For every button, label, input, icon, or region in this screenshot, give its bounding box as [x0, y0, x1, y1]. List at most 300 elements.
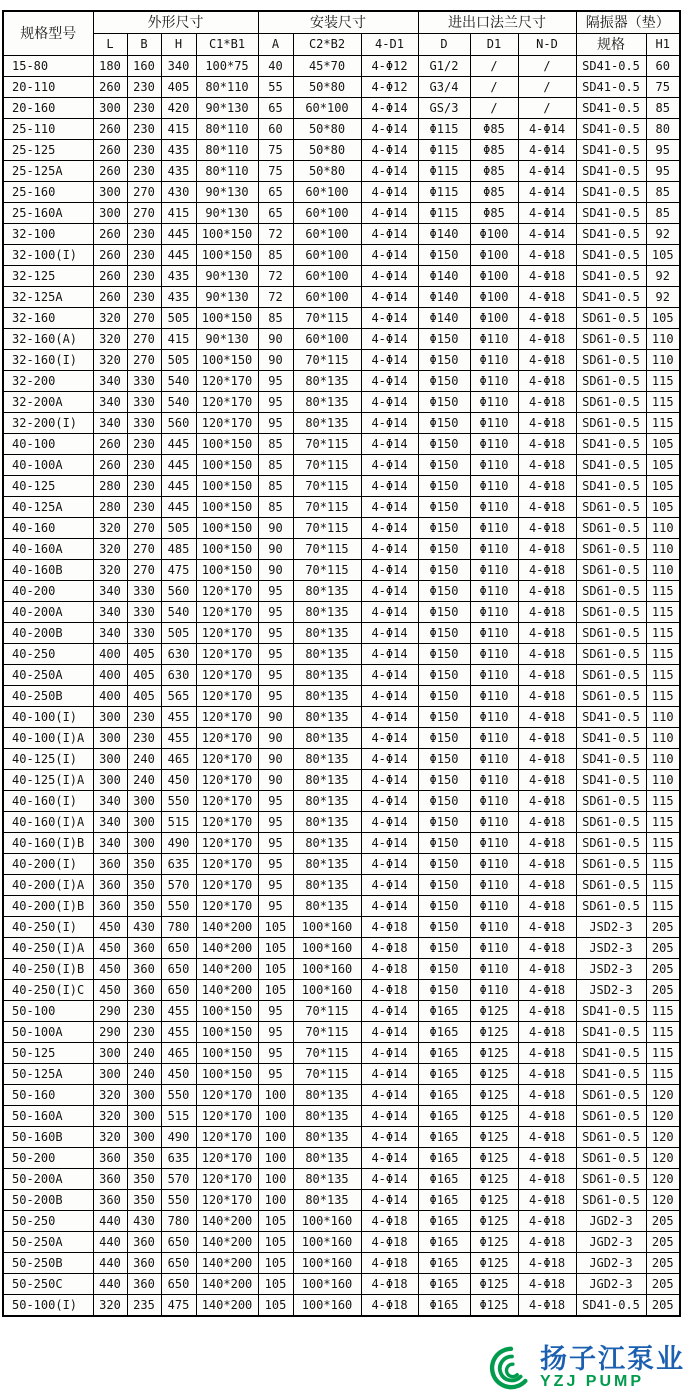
cell-flange-d1: Φ100 — [470, 224, 518, 245]
cell-dim-h: 650 — [161, 959, 196, 980]
cell-dim-h: 455 — [161, 1001, 196, 1022]
cell-dim-h: 505 — [161, 518, 196, 539]
cell-isolator-h1: 120 — [646, 1190, 680, 1211]
table-row — [3, 875, 680, 896]
cell-flange-d: Φ165 — [418, 1211, 470, 1232]
cell-mount-4d1: 4-Φ14 — [361, 266, 418, 287]
cell-flange-d: Φ165 — [418, 1022, 470, 1043]
cell-flange-d1: Φ110 — [470, 644, 518, 665]
table-row — [3, 1148, 680, 1169]
cell-dim-b: 350 — [127, 875, 161, 896]
cell-mount-4d1: 4-Φ14 — [361, 749, 418, 770]
cell-isolator-spec: SD41-0.5 — [576, 770, 646, 791]
cell-dim-h: 445 — [161, 497, 196, 518]
cell-isolator-h1: 85 — [646, 182, 680, 203]
cell-mount-c2b2: 80*135 — [293, 812, 361, 833]
cell-dim-c1b1: 120*170 — [196, 644, 258, 665]
cell-dim-l: 320 — [93, 329, 127, 350]
cell-flange-nd: 4-Φ18 — [518, 980, 576, 1001]
cell-dim-b: 230 — [127, 728, 161, 749]
table-row — [3, 287, 680, 308]
cell-dim-l: 300 — [93, 707, 127, 728]
cell-dim-l: 440 — [93, 1253, 127, 1274]
cell-isolator-spec: SD41-0.5 — [576, 119, 646, 140]
cell-dim-c1b1: 100*75 — [196, 56, 258, 77]
cell-isolator-h1: 60 — [646, 56, 680, 77]
cell-dim-h: 630 — [161, 665, 196, 686]
cell-isolator-spec: SD61-0.5 — [576, 392, 646, 413]
cell-mount-a: 55 — [258, 77, 293, 98]
cell-isolator-spec: JSD2-3 — [576, 980, 646, 1001]
cell-flange-nd: 4-Φ18 — [518, 1127, 576, 1148]
cell-mount-c2b2: 80*135 — [293, 854, 361, 875]
cell-dim-h: 340 — [161, 56, 196, 77]
cell-mount-a: 65 — [258, 182, 293, 203]
cell-flange-nd: 4-Φ18 — [518, 581, 576, 602]
cell-dim-b: 300 — [127, 1085, 161, 1106]
cell-flange-nd: 4-Φ18 — [518, 1295, 576, 1317]
cell-dim-l: 280 — [93, 476, 127, 497]
cell-dim-h: 515 — [161, 812, 196, 833]
cell-isolator-spec: SD61-0.5 — [576, 413, 646, 434]
cell-dim-b: 230 — [127, 434, 161, 455]
table-row — [3, 1253, 680, 1274]
cell-dim-c1b1: 100*150 — [196, 476, 258, 497]
cell-isolator-h1: 115 — [646, 1064, 680, 1085]
cell-model: 40-250(I)B — [3, 959, 93, 980]
cell-model: 50-250A — [3, 1232, 93, 1253]
cell-dim-c1b1: 120*170 — [196, 728, 258, 749]
cell-dim-b: 350 — [127, 1148, 161, 1169]
cell-mount-a: 90 — [258, 728, 293, 749]
cell-model: 40-100A — [3, 455, 93, 476]
cell-dim-c1b1: 120*170 — [196, 1190, 258, 1211]
cell-mount-a: 100 — [258, 1106, 293, 1127]
cell-mount-c2b2: 80*135 — [293, 728, 361, 749]
cell-dim-c1b1: 120*170 — [196, 1169, 258, 1190]
cell-mount-a: 105 — [258, 980, 293, 1001]
cell-mount-c2b2: 50*80 — [293, 119, 361, 140]
cell-model: 50-160 — [3, 1085, 93, 1106]
cell-mount-a: 95 — [258, 854, 293, 875]
cell-dim-c1b1: 140*200 — [196, 917, 258, 938]
cell-mount-c2b2: 80*135 — [293, 1190, 361, 1211]
cell-flange-d: Φ150 — [418, 917, 470, 938]
cell-dim-h: 635 — [161, 854, 196, 875]
cell-flange-d1: Φ110 — [470, 476, 518, 497]
cell-dim-l: 340 — [93, 413, 127, 434]
cell-mount-4d1: 4-Φ14 — [361, 434, 418, 455]
cell-model: 40-200(I)A — [3, 875, 93, 896]
cell-isolator-spec: JGD2-3 — [576, 1211, 646, 1232]
cell-flange-d1: Φ125 — [470, 1232, 518, 1253]
cell-isolator-spec: SD61-0.5 — [576, 308, 646, 329]
cell-flange-d: Φ115 — [418, 182, 470, 203]
cell-flange-nd: 4-Φ18 — [518, 749, 576, 770]
cell-model: 40-200(I) — [3, 854, 93, 875]
cell-flange-d1: Φ100 — [470, 266, 518, 287]
cell-dim-b: 330 — [127, 392, 161, 413]
cell-model: 50-200 — [3, 1148, 93, 1169]
cell-dim-h: 780 — [161, 1211, 196, 1232]
cell-mount-a: 95 — [258, 1064, 293, 1085]
header-col-h1: H1 — [646, 34, 680, 56]
cell-flange-d: Φ115 — [418, 140, 470, 161]
cell-dim-h: 560 — [161, 413, 196, 434]
cell-model: 50-100(I) — [3, 1295, 93, 1317]
cell-mount-4d1: 4-Φ14 — [361, 1190, 418, 1211]
cell-flange-d: Φ140 — [418, 266, 470, 287]
cell-mount-a: 72 — [258, 266, 293, 287]
cell-dim-b: 360 — [127, 980, 161, 1001]
cell-dim-l: 340 — [93, 371, 127, 392]
cell-mount-4d1: 4-Φ14 — [361, 329, 418, 350]
table-row — [3, 455, 680, 476]
cell-isolator-spec: SD61-0.5 — [576, 896, 646, 917]
cell-dim-h: 505 — [161, 308, 196, 329]
cell-flange-d: Φ150 — [418, 539, 470, 560]
cell-flange-d1: Φ85 — [470, 182, 518, 203]
cell-dim-b: 230 — [127, 1022, 161, 1043]
cell-flange-d: Φ150 — [418, 392, 470, 413]
table-row — [3, 581, 680, 602]
cell-dim-l: 400 — [93, 644, 127, 665]
cell-flange-d1: Φ110 — [470, 413, 518, 434]
cell-flange-d: Φ165 — [418, 1043, 470, 1064]
cell-mount-c2b2: 60*100 — [293, 266, 361, 287]
table-row — [3, 56, 680, 77]
cell-flange-d: Φ165 — [418, 1274, 470, 1295]
cell-model: 40-160(I)A — [3, 812, 93, 833]
cell-mount-c2b2: 100*160 — [293, 1232, 361, 1253]
table-row — [3, 518, 680, 539]
cell-flange-d: Φ150 — [418, 686, 470, 707]
cell-model: 40-250(I) — [3, 917, 93, 938]
cell-dim-b: 270 — [127, 350, 161, 371]
cell-mount-a: 105 — [258, 1295, 293, 1317]
logo-english-name: YZJ PUMP — [540, 1373, 645, 1390]
cell-dim-c1b1: 120*170 — [196, 875, 258, 896]
cell-flange-nd: 4-Φ14 — [518, 161, 576, 182]
cell-dim-b: 330 — [127, 581, 161, 602]
cell-mount-a: 85 — [258, 455, 293, 476]
cell-mount-c2b2: 50*80 — [293, 140, 361, 161]
cell-flange-nd: 4-Φ18 — [518, 707, 576, 728]
cell-flange-nd: 4-Φ18 — [518, 917, 576, 938]
cell-dim-l: 400 — [93, 686, 127, 707]
header-group-flange: 进出口法兰尺寸 — [418, 11, 576, 34]
cell-mount-4d1: 4-Φ14 — [361, 119, 418, 140]
cell-dim-l: 450 — [93, 938, 127, 959]
cell-model: 32-100(I) — [3, 245, 93, 266]
table-row — [3, 203, 680, 224]
cell-dim-l: 290 — [93, 1022, 127, 1043]
cell-flange-d: Φ150 — [418, 371, 470, 392]
cell-flange-d1: Φ100 — [470, 308, 518, 329]
cell-flange-d1: Φ125 — [470, 1085, 518, 1106]
cell-flange-d1: Φ125 — [470, 1148, 518, 1169]
cell-dim-l: 300 — [93, 1043, 127, 1064]
cell-flange-d1: Φ110 — [470, 833, 518, 854]
cell-flange-d1: Φ125 — [470, 1211, 518, 1232]
cell-dim-b: 430 — [127, 1211, 161, 1232]
cell-dim-b: 330 — [127, 371, 161, 392]
cell-dim-c1b1: 80*110 — [196, 140, 258, 161]
cell-isolator-spec: SD61-0.5 — [576, 1169, 646, 1190]
cell-dim-h: 650 — [161, 1253, 196, 1274]
table-row — [3, 1295, 680, 1317]
cell-mount-c2b2: 70*115 — [293, 1001, 361, 1022]
cell-mount-a: 90 — [258, 539, 293, 560]
cell-mount-4d1: 4-Φ18 — [361, 917, 418, 938]
cell-isolator-spec: SD61-0.5 — [576, 329, 646, 350]
cell-dim-l: 340 — [93, 833, 127, 854]
cell-mount-c2b2: 80*135 — [293, 833, 361, 854]
cell-dim-b: 230 — [127, 245, 161, 266]
table-row — [3, 896, 680, 917]
cell-flange-d1: Φ125 — [470, 1169, 518, 1190]
cell-dim-h: 780 — [161, 917, 196, 938]
cell-isolator-h1: 205 — [646, 959, 680, 980]
cell-isolator-h1: 115 — [646, 644, 680, 665]
cell-isolator-h1: 110 — [646, 518, 680, 539]
cell-flange-nd: 4-Φ18 — [518, 1211, 576, 1232]
cell-mount-4d1: 4-Φ14 — [361, 161, 418, 182]
cell-isolator-h1: 105 — [646, 455, 680, 476]
cell-mount-c2b2: 80*135 — [293, 1169, 361, 1190]
cell-flange-d: Φ150 — [418, 518, 470, 539]
cell-dim-b: 430 — [127, 917, 161, 938]
cell-dim-h: 650 — [161, 1232, 196, 1253]
cell-dim-b: 300 — [127, 1127, 161, 1148]
cell-dim-b: 270 — [127, 203, 161, 224]
cell-flange-nd: 4-Φ18 — [518, 308, 576, 329]
cell-mount-c2b2: 100*160 — [293, 980, 361, 1001]
cell-dim-b: 300 — [127, 833, 161, 854]
cell-mount-a: 95 — [258, 602, 293, 623]
table-row — [3, 1085, 680, 1106]
cell-flange-nd: 4-Φ18 — [518, 1169, 576, 1190]
cell-mount-a: 85 — [258, 308, 293, 329]
cell-isolator-spec: SD41-0.5 — [576, 203, 646, 224]
cell-mount-a: 95 — [258, 665, 293, 686]
cell-isolator-spec: SD41-0.5 — [576, 266, 646, 287]
cell-mount-a: 100 — [258, 1169, 293, 1190]
table-row — [3, 665, 680, 686]
cell-mount-4d1: 4-Φ18 — [361, 938, 418, 959]
cell-dim-h: 475 — [161, 560, 196, 581]
table-row — [3, 1232, 680, 1253]
cell-dim-b: 270 — [127, 308, 161, 329]
cell-isolator-spec: JGD2-3 — [576, 1253, 646, 1274]
cell-flange-d1: Φ110 — [470, 980, 518, 1001]
cell-dim-b: 240 — [127, 1064, 161, 1085]
cell-mount-4d1: 4-Φ14 — [361, 455, 418, 476]
cell-dim-l: 260 — [93, 224, 127, 245]
cell-dim-l: 360 — [93, 854, 127, 875]
cell-isolator-spec: SD41-0.5 — [576, 476, 646, 497]
cell-isolator-spec: SD61-0.5 — [576, 518, 646, 539]
cell-mount-c2b2: 50*80 — [293, 77, 361, 98]
cell-mount-c2b2: 80*135 — [293, 1127, 361, 1148]
cell-dim-h: 435 — [161, 266, 196, 287]
cell-flange-d1: Φ110 — [470, 434, 518, 455]
cell-mount-c2b2: 80*135 — [293, 602, 361, 623]
cell-model: 40-250(I)A — [3, 938, 93, 959]
cell-model: 40-125(I)A — [3, 770, 93, 791]
cell-mount-c2b2: 60*100 — [293, 287, 361, 308]
cell-dim-l: 300 — [93, 770, 127, 791]
cell-flange-d1: / — [470, 77, 518, 98]
cell-flange-d: Φ150 — [418, 350, 470, 371]
cell-dim-l: 340 — [93, 623, 127, 644]
cell-dim-c1b1: 120*170 — [196, 1106, 258, 1127]
cell-flange-d: Φ150 — [418, 959, 470, 980]
cell-dim-l: 260 — [93, 266, 127, 287]
cell-isolator-h1: 110 — [646, 707, 680, 728]
cell-dim-h: 445 — [161, 224, 196, 245]
cell-model: 32-200 — [3, 371, 93, 392]
cell-dim-b: 300 — [127, 1106, 161, 1127]
cell-mount-4d1: 4-Φ14 — [361, 770, 418, 791]
cell-model: 32-200A — [3, 392, 93, 413]
cell-mount-c2b2: 80*135 — [293, 644, 361, 665]
cell-dim-l: 320 — [93, 560, 127, 581]
cell-dim-b: 240 — [127, 749, 161, 770]
header-group-isolator: 隔振器（垫） — [576, 11, 680, 34]
cell-flange-nd: 4-Φ18 — [518, 1043, 576, 1064]
cell-mount-a: 105 — [258, 1274, 293, 1295]
cell-isolator-spec: SD61-0.5 — [576, 686, 646, 707]
cell-dim-h: 570 — [161, 875, 196, 896]
cell-mount-4d1: 4-Φ18 — [361, 1253, 418, 1274]
cell-dim-h: 490 — [161, 833, 196, 854]
cell-flange-d: Φ140 — [418, 287, 470, 308]
cell-flange-nd: 4-Φ18 — [518, 728, 576, 749]
cell-dim-b: 240 — [127, 1043, 161, 1064]
cell-dim-c1b1: 140*200 — [196, 1232, 258, 1253]
cell-flange-nd: 4-Φ14 — [518, 182, 576, 203]
cell-dim-b: 235 — [127, 1295, 161, 1317]
table-row — [3, 119, 680, 140]
cell-mount-a: 105 — [258, 1232, 293, 1253]
cell-isolator-spec: SD61-0.5 — [576, 602, 646, 623]
cell-dim-l: 260 — [93, 119, 127, 140]
cell-isolator-h1: 205 — [646, 938, 680, 959]
cell-dim-c1b1: 120*170 — [196, 812, 258, 833]
cell-flange-nd: 4-Φ18 — [518, 791, 576, 812]
cell-flange-d: Φ115 — [418, 119, 470, 140]
cell-mount-a: 90 — [258, 329, 293, 350]
cell-flange-nd: 4-Φ18 — [518, 896, 576, 917]
table-row — [3, 602, 680, 623]
cell-dim-l: 320 — [93, 1106, 127, 1127]
cell-dim-c1b1: 100*150 — [196, 224, 258, 245]
cell-mount-c2b2: 100*160 — [293, 917, 361, 938]
table-row — [3, 1169, 680, 1190]
table-row — [3, 476, 680, 497]
cell-mount-c2b2: 70*115 — [293, 560, 361, 581]
cell-dim-c1b1: 100*150 — [196, 1043, 258, 1064]
cell-dim-b: 270 — [127, 182, 161, 203]
cell-dim-c1b1: 140*200 — [196, 959, 258, 980]
cell-mount-c2b2: 70*115 — [293, 476, 361, 497]
cell-dim-l: 360 — [93, 1169, 127, 1190]
cell-dim-c1b1: 90*130 — [196, 182, 258, 203]
cell-flange-nd: 4-Φ18 — [518, 770, 576, 791]
cell-isolator-h1: 115 — [646, 896, 680, 917]
cell-mount-c2b2: 70*115 — [293, 539, 361, 560]
table-row — [3, 434, 680, 455]
cell-dim-b: 230 — [127, 140, 161, 161]
cell-dim-c1b1: 140*200 — [196, 1211, 258, 1232]
cell-mount-a: 95 — [258, 1001, 293, 1022]
cell-mount-c2b2: 80*135 — [293, 896, 361, 917]
cell-flange-d1: Φ110 — [470, 938, 518, 959]
cell-mount-c2b2: 60*100 — [293, 98, 361, 119]
cell-dim-b: 405 — [127, 644, 161, 665]
cell-dim-b: 230 — [127, 455, 161, 476]
cell-flange-d: Φ165 — [418, 1064, 470, 1085]
table-row — [3, 539, 680, 560]
cell-isolator-h1: 115 — [646, 1022, 680, 1043]
cell-mount-c2b2: 60*100 — [293, 182, 361, 203]
swirl-logo-icon — [488, 1345, 534, 1391]
cell-dim-l: 300 — [93, 182, 127, 203]
cell-flange-d1: Φ110 — [470, 350, 518, 371]
cell-dim-b: 360 — [127, 959, 161, 980]
cell-isolator-h1: 115 — [646, 1043, 680, 1064]
cell-flange-d1: Φ85 — [470, 119, 518, 140]
cell-dim-l: 320 — [93, 518, 127, 539]
cell-mount-a: 95 — [258, 812, 293, 833]
cell-dim-c1b1: 120*170 — [196, 686, 258, 707]
cell-mount-a: 75 — [258, 140, 293, 161]
cell-flange-d1: Φ110 — [470, 812, 518, 833]
cell-isolator-spec: SD41-0.5 — [576, 1022, 646, 1043]
table-row — [3, 161, 680, 182]
cell-flange-d1: Φ110 — [470, 602, 518, 623]
cell-model: 50-250B — [3, 1253, 93, 1274]
cell-isolator-spec: SD61-0.5 — [576, 581, 646, 602]
cell-dim-h: 450 — [161, 1064, 196, 1085]
table-row — [3, 392, 680, 413]
table-row — [3, 182, 680, 203]
cell-isolator-h1: 115 — [646, 371, 680, 392]
cell-mount-4d1: 4-Φ14 — [361, 245, 418, 266]
cell-flange-d: Φ150 — [418, 728, 470, 749]
cell-dim-b: 405 — [127, 686, 161, 707]
cell-dim-h: 570 — [161, 1169, 196, 1190]
cell-flange-nd: 4-Φ14 — [518, 224, 576, 245]
cell-mount-a: 75 — [258, 161, 293, 182]
cell-isolator-spec: SD61-0.5 — [576, 1085, 646, 1106]
cell-mount-a: 105 — [258, 1211, 293, 1232]
cell-flange-nd: 4-Φ18 — [518, 329, 576, 350]
cell-flange-nd: 4-Φ18 — [518, 455, 576, 476]
cell-dim-l: 340 — [93, 581, 127, 602]
table-row — [3, 623, 680, 644]
cell-model: 25-110 — [3, 119, 93, 140]
cell-mount-a: 95 — [258, 686, 293, 707]
cell-flange-nd: 4-Φ18 — [518, 434, 576, 455]
company-logo — [488, 1343, 685, 1393]
cell-mount-a: 95 — [258, 392, 293, 413]
cell-isolator-h1: 110 — [646, 350, 680, 371]
cell-mount-c2b2: 80*135 — [293, 392, 361, 413]
cell-isolator-h1: 105 — [646, 434, 680, 455]
cell-dim-h: 560 — [161, 581, 196, 602]
